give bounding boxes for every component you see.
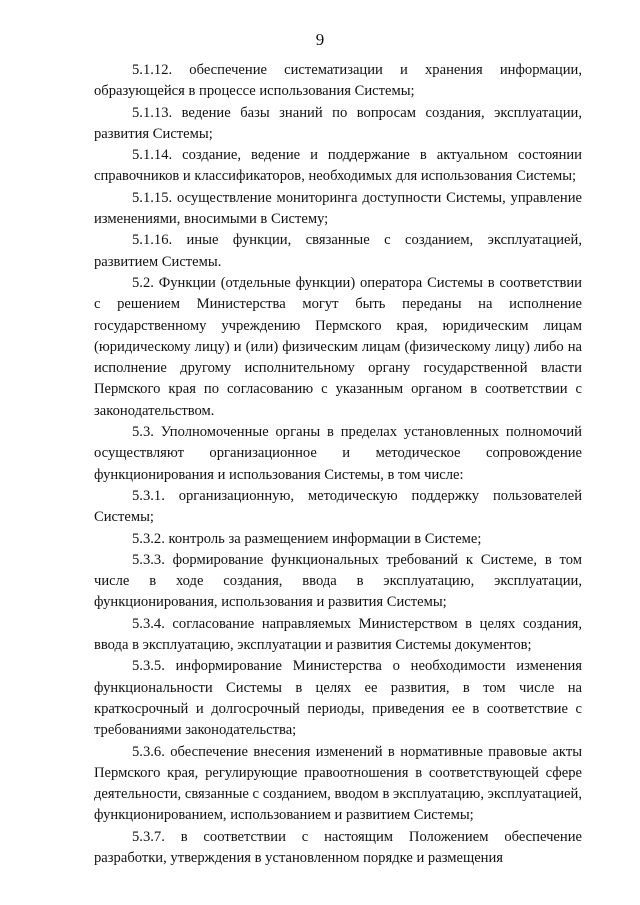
paragraph-5-1-16: 5.1.16. иные функции, связанные с созданием, эксплуатацией, развитием Системы. [94,232,582,270]
page-number: 9 [315,30,325,49]
paragraph-5-3-6: 5.3.6. обеспечение внесения изменений в нормативные правовые акты Пермского края, регулирующие правоотношения в соответствующей сфере деятельности, связанные с созданием, вводом в эксплуатацию, эксплуатацией, функционированием, использованием и развитием Системы; [94,743,582,824]
paragraph-5-1-15: 5.1.15. осуществление мониторинга доступности Системы, управление изменениями, вносимыми в Систему; [94,189,582,228]
document-body [94,60,582,869]
paragraph-5-3-7: 5.3.7. в соответствии с настоящим Положением обеспечение разработки, утверждения в установленном порядке и размещения [94,828,582,866]
paragraph-5-3-5: 5.3.5. информирование Министерства о необходимости изменения функциональности Системы в целях ее развития, в том числе на краткосрочный и долгосрочный периоды, приведения ее в соответствие с требованиями законодательства; [94,658,582,739]
paragraph-5-1-12: 5.1.12. обеспечение систематизации и хранения информации, образующейся в процессе использования Системы; [94,62,582,100]
paragraph-5-2: 5.2. Функции (отдельные функции) оператора Системы в соответствии с решением Министерства могут быть переданы на исполнение государственному учреждению Пермского края, юридическим лицам (юридическому лицу) и (или) физическим лицам (физическому лицу) либо на исполнение другому исполнительному органу государственной власти Пермского края по согласованию с указанным органом в соответствии с законодательством. [94,274,582,419]
paragraph-5-3-4: 5.3.4. согласование направляемых Министерством в целях создания, ввода в эксплуатацию, эксплуатации и развития Системы документов; [94,615,582,654]
paragraph-5-1-13: 5.1.13. ведение базы знаний по вопросам создания, эксплуатации, развития Системы; [94,104,582,142]
paragraph-5-3-1: 5.3.1. организационную, методическую поддержку пользователей Системы; [94,487,582,526]
paragraph-5-3-2: 5.3.2. контроль за размещением информации в Системе; [132,530,482,547]
paragraph-5-1-14: 5.1.14. создание, ведение и поддержание в актуальном состоянии справочников и классификаторов, необходимых для использования Системы; [94,147,582,185]
paragraph-5-3: 5.3. Уполномоченные органы в пределах установленных полномочий осуществляют организационное и методическое сопровождение функционирования и использования Системы, в том числе: [94,424,582,483]
paragraph-5-3-3: 5.3.3. формирование функциональных требований к Системе, в том числе в ходе создания, ввода в эксплуатацию, эксплуатации, функционирования, использования и развития Системы; [94,551,582,611]
